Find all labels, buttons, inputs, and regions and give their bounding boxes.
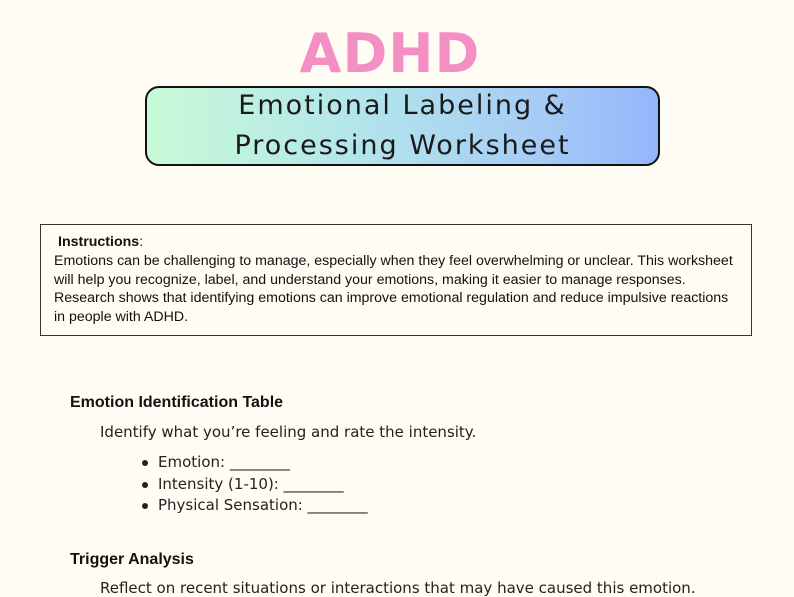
instructions-body: Emotions can be challenging to manage, especially when they feel overwhelming or unclear. This worksheet will help you recognize, label, and understand your emotions, making it easier to manage responses. Research shows that identifying emotions can improve emotional regulation and reduce impulsive reactions in people with ADHD. xyxy=(54,252,733,326)
emotion-table-heading: Emotion Identification Table xyxy=(70,394,284,411)
bullet-icon xyxy=(142,482,148,488)
emotion-list xyxy=(140,452,368,517)
list-item-label: Intensity (1-10): ________ xyxy=(158,474,344,493)
trigger-analysis-description: Reflect on recent situations or interactions that may have caused this emotion. xyxy=(100,579,696,597)
subtitle-banner xyxy=(145,86,660,166)
instructions-box xyxy=(40,224,752,336)
worksheet-title: ADHD xyxy=(299,22,481,85)
instructions-heading xyxy=(54,233,743,252)
list-item-label: Emotion: ________ xyxy=(158,453,290,471)
list-item-emotion xyxy=(140,452,368,474)
list-item-physical-sensation xyxy=(140,495,368,517)
bullet-icon xyxy=(142,460,148,466)
subtitle-line-1: Emotional Labeling & xyxy=(238,90,567,121)
emotion-table-description: Identify what you’re feeling and rate the intensity. xyxy=(100,423,477,441)
list-item-intensity xyxy=(140,474,368,496)
subtitle-line-2: Processing Worksheet xyxy=(234,130,571,161)
instructions-colon: : xyxy=(139,234,144,250)
list-item-label: Physical Sensation: ________ xyxy=(158,496,368,514)
bullet-icon xyxy=(142,503,148,509)
instructions-label: Instructions xyxy=(58,234,140,250)
trigger-analysis-heading: Trigger Analysis xyxy=(70,551,194,568)
